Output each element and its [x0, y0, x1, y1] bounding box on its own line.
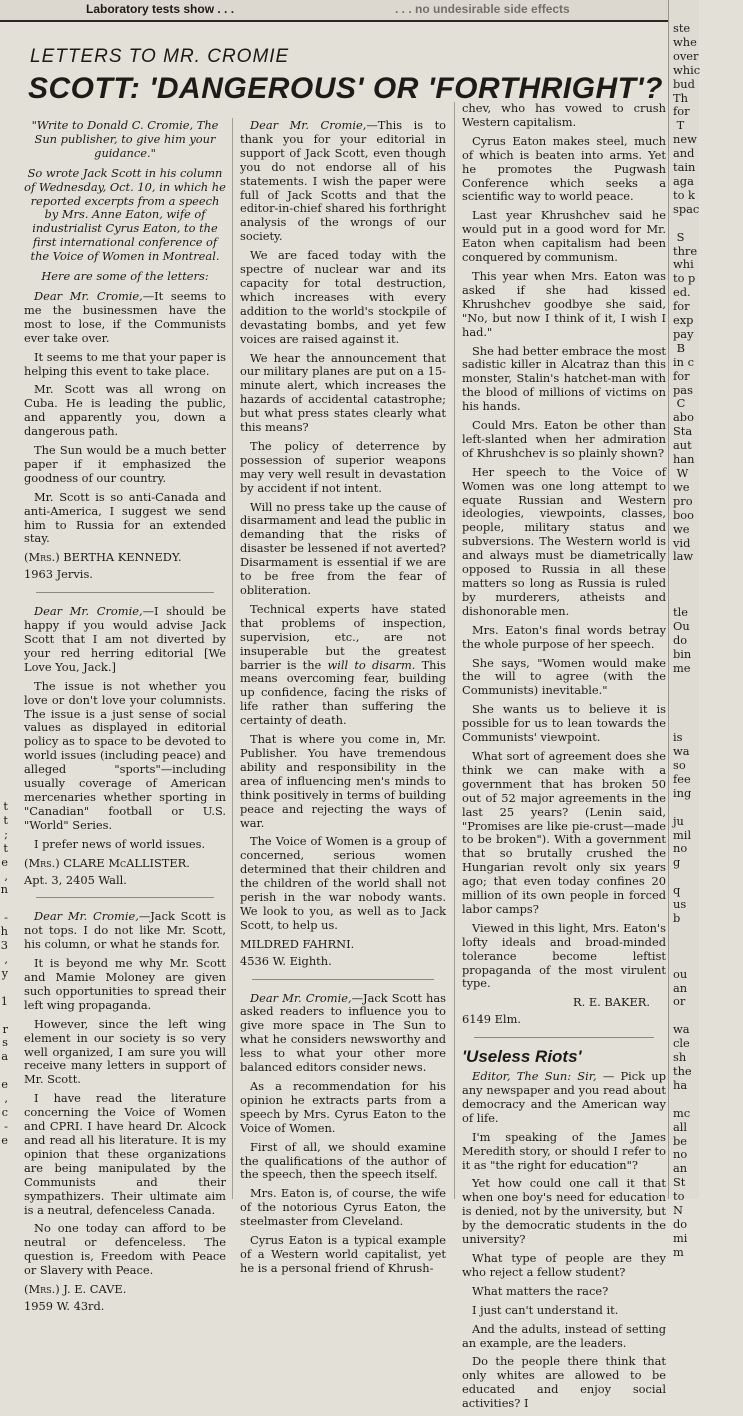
letter-paragraph: Last year Khrushchev said he would put in a good word for Mr. Eaton when capitalism had been conquered by communism. [462, 208, 666, 265]
letter-address: Apt. 3, 2405 Wall. [24, 872, 127, 887]
letter-baker-start [240, 992, 446, 1276]
letter-signature: (Mrs.) CLARE McALLISTER. [24, 855, 190, 870]
letter-paragraph: Could Mrs. Eaton be other than left-slanted when her admiration of Khrushchev is so plainly shown? [462, 418, 666, 460]
adjacent-column-text: ste whe over whic bud Th for T new and tain aga to k spac S thre whi to p ed. for exp pay B in c for pas C abo Sta aut han W we pro boo we vid law tle Ou do bin me is wa so fee ing ju mil no g q us b ou an or wa cle sh the ha mc all be no an St to N do mi m [673, 21, 701, 1259]
letter-paragraph: We hear the announcement that our military planes are put on a 15-minute alert, which increases the hazards of accidental catastrophe; but what press states clearly what this means? [240, 350, 446, 435]
letter-paragraph: The Sun would be a much better paper if it emphasized the goodness of our country. [24, 443, 226, 485]
top-strip-right-text: . . . no undesirable side effects [395, 2, 570, 16]
letter-paragraph: No one today can afford to be neutral or defenceless. The question is, Freedom with Peace or Slavery with Peace. [24, 1221, 226, 1278]
column-3 [462, 102, 666, 1416]
letter-useless-riots [462, 1047, 666, 1411]
letter-paragraph: Cyrus Eaton makes steel, much of which is beaten into arms. Yet he promotes the Pugwash Conference which seeks a scientific way to world peace. [462, 133, 666, 204]
letter-paragraph: We are faced today with the spectre of nuclear war and its capacity for total destruction, which increases with every addition to the world's stockpile of devastating bombs, and yet few voices are raised against it. [240, 248, 446, 346]
intro [24, 119, 226, 284]
letter-paragraph: —I should be happy if you would advise Jack Scott that I am not diverted by your red herring editorial [We Love You, Jack.] [24, 604, 226, 674]
letter-paragraph: The issue is not whether you love or don't love your columnists. The issue is a just sense of social values as displayed in editorial policy as to space to be devoted to world issues (including peace) and alleged "sports"—including usually coverage of American mercenaries whether sporting in "Canadian" football or U.S. "World" Series. [24, 678, 226, 832]
letter-paragraph: —It seems to me the businessmen have the most to lose, if the Communists ever take over. [24, 288, 226, 345]
letter-salutation: Dear Mr. Cromie, [34, 288, 143, 303]
letter-divider [252, 979, 434, 980]
top-strip [0, 0, 698, 22]
letter-salutation: Dear Mr. Cromie, [250, 118, 367, 132]
letter-paragraph: What sort of agreement does she think we can make with a government that has broken 50 out of 52 major agreements in the last 25 years? (Lenin said, "Promises are like pie-crust—made to be broken"). With a government that so brutally crushed the Hungarian revolt only six years ago; that even today confines 20 million of its own people in forced labor camps? [462, 748, 666, 916]
letter-divider [36, 592, 214, 593]
letter-paragraph: Will no press take up the cause of disarmament and lead the public in demanding that the risks of disaster be lessened if not averted? Disarmament is essential if we are to be free from the fear of obliteration. [240, 499, 446, 597]
letter-paragraph: However, since the left wing element in our society is so very well organized, I am sure you will receive many letters in support of Mr. Scott. [24, 1016, 226, 1087]
letter-paragraph: Cyrus Eaton is a typical example of a Western world capitalist, yet he is a personal friend of Khrush- [240, 1233, 446, 1275]
column-1 [24, 119, 226, 1324]
letter-paragraph: Yet how could one call it that when one boy's need for education is denied, not by the university, but by the democratic students in the university? [462, 1176, 666, 1247]
letter-paragraph: The Voice of Women is a group of concerned, serious women determined that their children and the children of the world shall not perish in the war nobody wants. We look to you, as well as to Jack Scott, to help us. [240, 834, 446, 932]
letter-paragraph: She wants us to believe it is possible for us to lean towards the Communists' viewpoint. [462, 702, 666, 745]
letter-address: 6149 Elm. [462, 1012, 521, 1027]
intro-text: So wrote Jack Scott in his column of Wednesday, Oct. 10, in which he reported excerpts from a speech by Mrs. Anne Eaton, wife of industrialist Cyrus Eaton, to the first international conference of the Voice of Women in Montreal. [24, 165, 226, 264]
letter-paragraph: What type of people are they who reject a fellow student? [462, 1250, 666, 1279]
letter-paragraph: What matters the race? [472, 1283, 609, 1298]
letter-salutation: Editor, The Sun: Sir, [472, 1069, 597, 1084]
headline: SCOTT: 'DANGEROUS' OR 'FORTHRIGHT'? [28, 72, 663, 105]
letter-paragraph: —This is to thank you for your editorial in support of Jack Scott, even though you do not endorse all of his statements. I wish the paper were full of Jack Scotts and that the editor-in-chief shared his forthright analysis of the wrongs of our society. [240, 118, 447, 244]
letter-paragraph: As a recommendation for his opinion he extracts parts from a speech by Mrs. Cyrus Eaton to the Voice of Women. [240, 1079, 446, 1135]
letter-mcallister [24, 605, 226, 887]
adjacent-column-fragment [668, 0, 701, 1259]
letter-paragraph: I'm speaking of the James Meredith story, or should I refer to it as "the right for education"? [462, 1129, 666, 1172]
letter-paragraph: This year when Mrs. Eaton was asked if she had kissed Khrushchev goodbye she said, "No, but now I think of it, I wish I had." [462, 268, 666, 339]
letter-paragraph: I have read the literature concerning the Voice of Women and CPRI. I have heard Dr. Alcock and read all his literature. It is my opinion that these organizations are being manipulated by the Communists and their sympathizers. Their ultimate aim is a neutral, defenceless Canada. [24, 1091, 226, 1217]
letter-text: Technical experts have stated that problems of inspection, supervision, etc., are not insuperable but the greatest barrier is the [240, 601, 446, 672]
letter-paragraph: —Jack Scott is not tops. I do not like Mr. Scott, his column, or what he stands for. [24, 909, 226, 952]
left-margin-fragment [0, 800, 8, 1199]
emphasis-text: will to disarm. [327, 657, 416, 672]
letter-salutation: Dear Mr. Cromie, [34, 909, 139, 924]
letter-paragraph: She had better embrace the most sadistic killer in Alcatraz than this monster, Stalin's hatchet-man with the blood of millions of victims on his hands. [462, 343, 666, 414]
letter-paragraph: That is where you come in, Mr. Publisher. You have tremendous ability and responsibility in the area of influencing men's minds to think positively in terms of building peace and rejecting the ways of war. [240, 732, 446, 830]
section-kicker: LETTERS TO MR. CROMIE [30, 46, 290, 67]
left-margin-text: t t ; t e , n - h 3 , y 1 r s a e , c - e [0, 799, 8, 1147]
letter-paragraph: And the adults, instead of setting an example, are the leaders. [462, 1321, 666, 1350]
letter-paragraph: I prefer news of world issues. [34, 836, 206, 851]
letter-paragraph: Mrs. Eaton's final words betray the whole purpose of her speech. [462, 622, 666, 651]
letter-address: 1963 Jervis. [24, 567, 93, 582]
letter-paragraph: I just can't understand it. [472, 1302, 619, 1317]
letter-paragraph: — Pick up any newspaper and you read about democracy and the American way of life. [462, 1069, 666, 1125]
letter-signature: (Mrs.) BERTHA KENNEDY. [24, 550, 182, 565]
letter-kennedy [24, 290, 226, 582]
letter-address: 1959 W. 43rd. [24, 1298, 105, 1313]
letter-signature: R. E. BAKER. [573, 995, 650, 1010]
letter-paragraph: Mr. Scott is so anti-Canada and anti-America, I suggest we send him to Russia for an extended stay. [24, 489, 226, 546]
letter-address: 4536 W. Eighth. [240, 953, 332, 968]
letter-cave [24, 910, 226, 1313]
column-rule-1 [232, 118, 233, 1199]
intro-lead: Here are some of the letters: [41, 269, 209, 284]
letter-paragraph: It seems to me that your paper is helping this event to take place. [24, 349, 226, 378]
letter-paragraph: She says, "Women would make the will to agree (with the Communists) inevitable." [462, 655, 666, 698]
column-rule-2 [454, 102, 455, 1199]
letter-paragraph: Mrs. Eaton is, of course, the wife of the notorious Cyrus Eaton, the steelmaster from Cleveland. [240, 1186, 446, 1229]
letter-salutation: Dear Mr. Cromie, [34, 604, 143, 619]
letter-paragraph: The policy of deterrence by possession of superior weapons may very well result in devastation by accident if not intent. [240, 438, 446, 495]
letter-paragraph: First of all, we should examine the qualifications of the author of the speech, then the speech itself. [240, 1139, 446, 1182]
letter-paragraph: —Jack Scott has asked readers to influence you to give more space in The Sun to what he considers newsworthy and less to what your other more balanced editors consider news. [240, 990, 446, 1075]
letter-salutation: Dear Mr. Cromie, [250, 990, 352, 1005]
subheading: 'Useless Riots' [462, 1047, 582, 1067]
letter-paragraph: It is beyond me why Mr. Scott and Mamie Moloney are given such opportunities to spread their left wing propaganda. [24, 956, 226, 1012]
letter-fahrni [240, 119, 446, 969]
letter-paragraph: chev, who has vowed to crush Western capitalism. [462, 101, 666, 129]
letter-divider [36, 897, 214, 898]
letter-signature: MILDRED FAHRNI. [240, 936, 355, 951]
top-strip-left-text: Laboratory tests show . . . [86, 2, 235, 16]
intro-quote: "Write to Donald C. Cromie, The Sun publisher, to give him your guidance." [31, 118, 219, 160]
letter-paragraph: Her speech to the Voice of Women was one long attempt to equate Russian and Western ideologies, viewpoints, classes, people, military status and subversions. The Western world is and always must be diametrically opposed to Russia in all these matters so long as Russia is ruled by murderers, atheists and dishonorable men. [462, 464, 666, 618]
letter-divider [474, 1037, 654, 1038]
letter-text: This means overcoming fear, building up confidence, facing the risks of life rather than suffering the certainty of death. [240, 657, 447, 728]
letter-paragraph: Do the people there think that only whites are allowed to be educated and enjoy social activities? I [462, 1354, 666, 1411]
letter-paragraph-technical [240, 603, 446, 728]
column-2 [240, 119, 446, 1281]
letter-baker-continued [462, 102, 666, 1027]
letter-paragraph: Viewed in this light, Mrs. Eaton's lofty ideals and broad-minded tolerance become leftist propaganda of the most virulent type. [462, 920, 666, 991]
letter-signature: (Mrs.) J. E. CAVE. [24, 1282, 127, 1297]
letter-paragraph: Mr. Scott was all wrong on Cuba. He is leading the public, and apparently you, down a dangerous path. [24, 382, 226, 439]
